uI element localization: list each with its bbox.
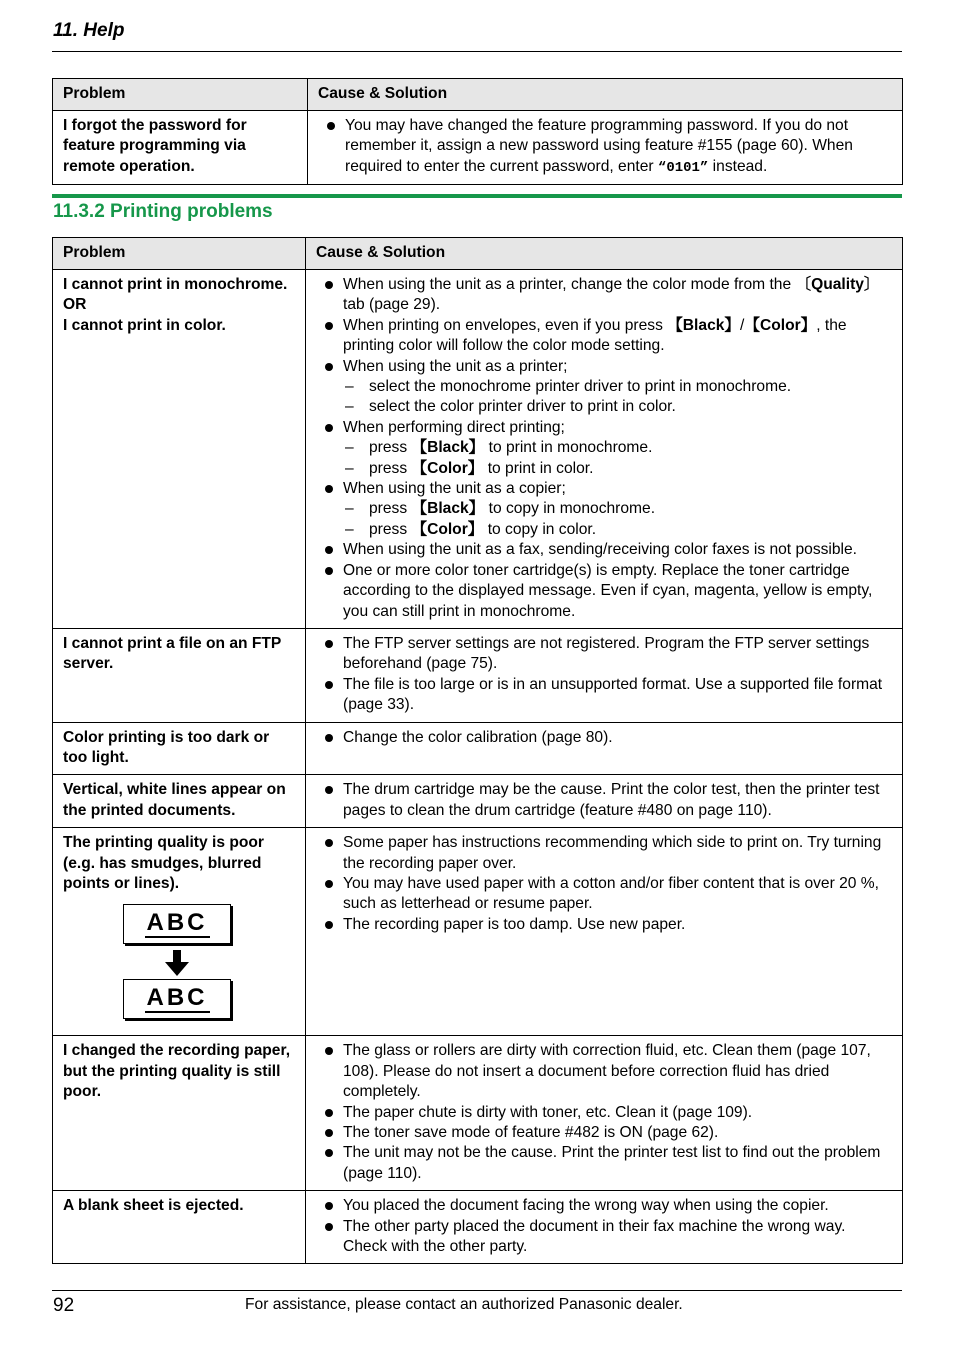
solution-bullet: When using the unit as a printer, change the color mode from the 〔Quality〕 tab (page 29). xyxy=(316,275,892,316)
table-row xyxy=(53,1191,903,1264)
page-number: 92 xyxy=(53,1295,75,1316)
solution-bullet: When using the unit as a printer; – select the monochrome printer driver to print in monochrome. – select the color printer driver to print in color. xyxy=(316,357,892,418)
problem-cell xyxy=(53,828,306,1036)
problem-line: I cannot print in monochrome. xyxy=(63,276,288,293)
bullet-icon xyxy=(325,424,333,432)
section-title: 11.3.2 Printing problems xyxy=(53,201,273,222)
solution-subitem: – press 【Color】 to copy in color. xyxy=(343,520,892,540)
problem-cell: Vertical, white lines appear on the printed documents. xyxy=(53,775,306,828)
bullet-icon xyxy=(325,880,333,888)
dash-icon: – xyxy=(345,378,354,396)
table-row xyxy=(53,775,903,828)
color-key: 【Color】 xyxy=(411,520,484,538)
solution-bullet: The paper chute is dirty with toner, etc. Clean it (page 109). xyxy=(316,1103,892,1123)
solution-cell xyxy=(306,775,903,828)
problem-cell: I forgot the password for feature programming via remote operation. xyxy=(53,111,308,185)
black-key: 【Black】 xyxy=(667,316,741,334)
solution-bullet: When using the unit as a copier; – press 【Black】 to copy in monochrome. – press 【Color】 to copy in color. xyxy=(316,479,892,540)
solution-cell xyxy=(306,628,903,722)
table-row xyxy=(53,111,903,185)
solution-bullet: The file is too large or is in an unsupported format. Use a supported file format (page 33). xyxy=(316,675,892,716)
dash-icon: – xyxy=(345,398,354,416)
color-key: 【Color】 xyxy=(411,459,484,477)
problem-cell: Color printing is too dark or too light. xyxy=(53,722,306,775)
solution-bullet: You may have used paper with a cotton and/or fiber content that is over 20 %, such as letterhead or resume paper. xyxy=(316,874,892,915)
problem-cell xyxy=(53,270,306,629)
solution-cell xyxy=(308,111,903,185)
footer-note: For assistance, please contact an authorized Panasonic dealer. xyxy=(245,1296,683,1313)
problem-cell: I changed the recording paper, but the printing quality is still poor. xyxy=(53,1036,306,1191)
table-row xyxy=(53,628,903,722)
bullet-icon xyxy=(325,734,333,742)
solution-bullet: Change the color calibration (page 80). xyxy=(316,728,892,748)
section-divider xyxy=(52,194,902,198)
solution-bullet: You placed the document facing the wrong way when using the copier. xyxy=(316,1196,892,1216)
solution-bullet: The other party placed the document in their fax machine the wrong way. Check with the other party. xyxy=(316,1217,892,1258)
footer-divider xyxy=(52,1290,902,1291)
bullet-icon xyxy=(325,1047,333,1055)
column-header-problem: Problem xyxy=(53,79,308,111)
bullet-icon xyxy=(325,681,333,689)
solution-cell xyxy=(306,828,903,1036)
solution-cell xyxy=(306,722,903,775)
solution-bullet: When using the unit as a fax, sending/receiving color faxes is not possible. xyxy=(316,540,892,560)
bullet-icon xyxy=(325,640,333,648)
smudged-sample: ABC xyxy=(123,904,231,944)
table-row xyxy=(53,828,903,1036)
column-header-solution: Cause & Solution xyxy=(308,79,903,111)
page-header-title: 11. Help xyxy=(53,20,125,41)
password-code: “0101” xyxy=(657,159,709,176)
bullet-icon xyxy=(325,786,333,794)
solution-bullet: The FTP server settings are not registered. Program the FTP server settings beforehand (page 75). xyxy=(316,634,892,675)
column-header-solution: Cause & Solution xyxy=(306,238,903,270)
black-key: 【Black】 xyxy=(411,500,485,518)
problem-cell: I cannot print a file on an FTP server. xyxy=(53,628,306,722)
printing-problems-table xyxy=(52,237,903,1264)
solution-cell xyxy=(306,1191,903,1264)
solution-subitem: – select the monochrome printer driver to print in monochrome. xyxy=(343,377,892,397)
solution-bullet: You may have changed the feature programming password. If you do not remember it, assign a new password using feature #155 (page 60). When required to enter the current password, enter “0101” instead. xyxy=(318,116,892,178)
bullet-icon xyxy=(325,485,333,493)
solution-bullet: The toner save mode of feature #482 is ON (page 62). xyxy=(316,1123,892,1143)
dash-icon: – xyxy=(345,500,354,518)
solution-subitem: – press 【Black】 to print in monochrome. xyxy=(343,438,892,458)
quality-tab-key: 〔Quality〕 xyxy=(795,276,880,293)
dash-icon: – xyxy=(345,520,354,538)
bullet-icon xyxy=(325,281,333,289)
dash-icon: – xyxy=(345,459,354,477)
bullet-icon xyxy=(325,363,333,371)
bullet-icon xyxy=(325,839,333,847)
solution-bullet: The unit may not be the cause. Print the printer test list to find out the problem (page 110). xyxy=(316,1143,892,1184)
solution-bullet: The recording paper is too damp. Use new paper. xyxy=(316,915,892,935)
dash-icon: – xyxy=(345,439,354,457)
bullet-icon xyxy=(325,567,333,575)
print-quality-illustration xyxy=(123,904,243,1029)
solution-bullet: The drum cartridge may be the cause. Print the color test, then the printer test pages to clean the drum cartridge (feature #480 on page 110). xyxy=(316,780,892,821)
solution-subitem: – press 【Color】 to print in color. xyxy=(343,459,892,479)
clean-sample: ABC xyxy=(123,979,231,1019)
table-header-row xyxy=(53,79,903,111)
solution-bullet: When printing on envelopes, even if you press 【Black】/【Color】, the printing color will follow the color mode setting. xyxy=(316,316,892,357)
bullet-icon xyxy=(325,1109,333,1117)
bullet-icon xyxy=(325,1129,333,1137)
bullet-icon xyxy=(325,1202,333,1210)
bullet-icon xyxy=(325,1223,333,1231)
problem-line: I cannot print in color. xyxy=(63,316,226,334)
solution-bullet: Some paper has instructions recommending which side to print on. Try turning the recording paper over. xyxy=(316,833,892,874)
bullet-icon xyxy=(325,546,333,554)
solution-bullet: One or more color toner cartridge(s) is empty. Replace the toner cartridge according to the displayed message. Even if cyan, magenta, yellow is empty, you can still print in monochrome. xyxy=(316,561,892,622)
problem-cell: A blank sheet is ejected. xyxy=(53,1191,306,1264)
solution-subitem: – press 【Black】 to copy in monochrome. xyxy=(343,499,892,519)
column-header-problem: Problem xyxy=(53,238,306,270)
solution-bullet: The glass or rollers are dirty with correction fluid, etc. Clean them (page 107, 108). Please do not insert a document before correction fluid has dried completely. xyxy=(316,1041,892,1102)
password-problems-table xyxy=(52,78,903,185)
bullet-icon xyxy=(325,921,333,929)
problem-or: OR xyxy=(63,296,87,314)
solution-cell xyxy=(306,270,903,629)
problem-text: The printing quality is poor (e.g. has smudges, blurred points or lines). xyxy=(63,834,264,892)
black-key: 【Black】 xyxy=(411,439,485,457)
table-row xyxy=(53,270,903,629)
bullet-icon xyxy=(327,122,335,130)
solution-subitem: – select the color printer driver to print in color. xyxy=(343,397,892,417)
table-header-row xyxy=(53,238,903,270)
table-row xyxy=(53,1036,903,1191)
solution-bullet: When performing direct printing; – press 【Black】 to print in monochrome. – press 【Color】 to print in color. xyxy=(316,418,892,479)
color-key: 【Color】 xyxy=(744,316,817,334)
table-row xyxy=(53,722,903,775)
bullet-icon xyxy=(325,1149,333,1157)
bullet-icon xyxy=(325,322,333,330)
down-arrow-icon xyxy=(165,950,189,976)
solution-cell xyxy=(306,1036,903,1191)
header-divider xyxy=(52,51,902,52)
